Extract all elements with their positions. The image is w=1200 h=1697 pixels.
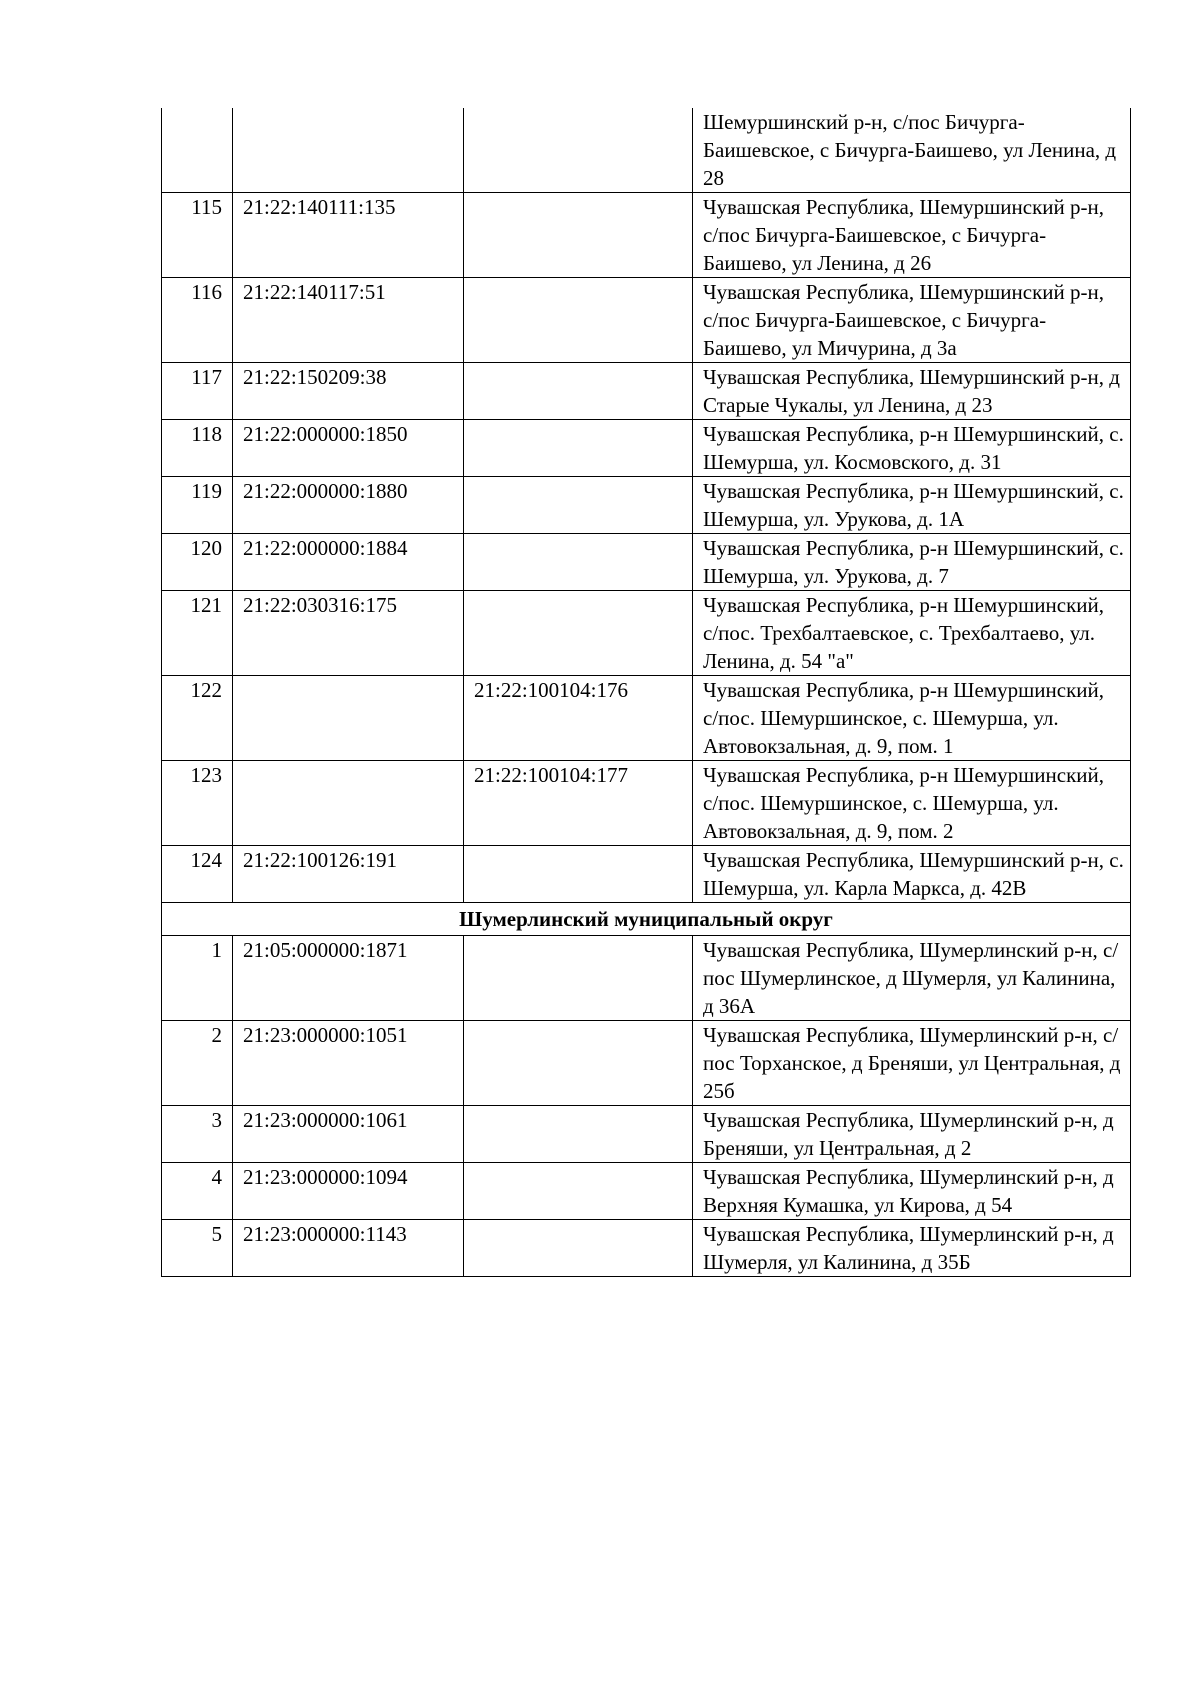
address-cell: Чувашская Республика, р-н Шемуршинский, с/пос. Трехбалтаевское, с. Трехбалтаево, ул. Ленина, д. 54 "а" [693,591,1131,676]
address-cell: Чувашская Республика, р-н Шемуршинский, с. Шемурша, ул. Урукова, д. 1А [693,477,1131,534]
row-number-cell: 122 [162,676,233,761]
cadastral-number-cell: 21:22:140111:135 [233,193,464,278]
table-row [162,936,1131,1021]
address-cell: Чувашская Республика, Шумерлинский р-н, д Бреняши, ул Центральная, д 2 [693,1106,1131,1163]
address-cell: Чувашская Республика, Шумерлинский р-н, д Верхняя Кумашка, ул Кирова, д 54 [693,1163,1131,1220]
row-number-cell: 1 [162,936,233,1021]
cadastral-number-cell: 21:22:000000:1850 [233,420,464,477]
address-cell: Чувашская Республика, Шумерлинский р-н, с/пос Шумерлинское, д Шумерля, ул Калинина, д 36А [693,936,1131,1021]
table-row [162,1021,1131,1106]
premises-cadastral-number-cell [464,420,693,477]
row-number-cell: 121 [162,591,233,676]
premises-cadastral-number-cell [464,108,693,193]
address-cell: Чувашская Республика, р-н Шемуршинский, с. Шемурша, ул. Космовского, д. 31 [693,420,1131,477]
row-number-cell: 119 [162,477,233,534]
table-row [162,761,1131,846]
cadastral-number-cell [233,108,464,193]
address-cell: Чувашская Республика, р-н Шемуршинский, с/пос. Шемуршинское, с. Шемурша, ул. Автовокзальная, д. 9, пом. 1 [693,676,1131,761]
table-row [162,193,1131,278]
table-row [162,477,1131,534]
premises-cadastral-number-cell: 21:22:100104:177 [464,761,693,846]
address-cell: Шемуршинский р-н, с/пос Бичурга-Баишевское, с Бичурга-Баишево, ул Ленина, д 28 [693,108,1131,193]
premises-cadastral-number-cell [464,1220,693,1277]
cadastral-number-cell: 21:22:000000:1880 [233,477,464,534]
table-row [162,1220,1131,1277]
cadastral-number-cell: 21:22:150209:38 [233,363,464,420]
section-title: Шумерлинский муниципальный округ [162,903,1131,936]
table-row [162,534,1131,591]
row-number-cell: 115 [162,193,233,278]
premises-cadastral-number-cell [464,846,693,903]
row-number-cell: 2 [162,1021,233,1106]
row-number-cell: 123 [162,761,233,846]
address-cell: Чувашская Республика, Шемуршинский р-н, с. Шемурша, ул. Карла Маркса, д. 42В [693,846,1131,903]
cadastral-number-cell: 21:23:000000:1143 [233,1220,464,1277]
address-cell: Чувашская Республика, Шемуршинский р-н, д Старые Чукалы, ул Ленина, д 23 [693,363,1131,420]
property-table-body [162,108,1131,1277]
row-number-cell: 5 [162,1220,233,1277]
premises-cadastral-number-cell: 21:22:100104:176 [464,676,693,761]
premises-cadastral-number-cell [464,193,693,278]
premises-cadastral-number-cell [464,363,693,420]
cadastral-number-cell: 21:22:030316:175 [233,591,464,676]
property-table [161,108,1131,1277]
address-cell: Чувашская Республика, р-н Шемуршинский, с. Шемурша, ул. Урукова, д. 7 [693,534,1131,591]
address-cell: Чувашская Республика, Шемуршинский р-н, с/пос Бичурга-Баишевское, с Бичурга-Баишево, ул Мичурина, д 3а [693,278,1131,363]
address-cell: Чувашская Республика, Шумерлинский р-н, д Шумерля, ул Калинина, д 35Б [693,1220,1131,1277]
cadastral-number-cell: 21:22:100126:191 [233,846,464,903]
table-row [162,676,1131,761]
table-row [162,420,1131,477]
cadastral-number-cell: 21:22:000000:1884 [233,534,464,591]
address-cell: Чувашская Республика, Шумерлинский р-н, с/пос Торханское, д Бреняши, ул Центральная, д 25б [693,1021,1131,1106]
premises-cadastral-number-cell [464,591,693,676]
cadastral-number-cell: 21:23:000000:1061 [233,1106,464,1163]
row-number-cell: 116 [162,278,233,363]
premises-cadastral-number-cell [464,1021,693,1106]
table-row [162,846,1131,903]
cadastral-number-cell [233,761,464,846]
address-cell: Чувашская Республика, Шемуршинский р-н, с/пос Бичурга-Баишевское, с Бичурга-Баишево, ул Ленина, д 26 [693,193,1131,278]
table-row [162,278,1131,363]
premises-cadastral-number-cell [464,936,693,1021]
row-number-cell: 124 [162,846,233,903]
table-row [162,591,1131,676]
row-number-cell: 4 [162,1163,233,1220]
cadastral-number-cell: 21:23:000000:1094 [233,1163,464,1220]
premises-cadastral-number-cell [464,278,693,363]
cadastral-number-cell: 21:22:140117:51 [233,278,464,363]
table-row [162,1163,1131,1220]
section-header-row [162,903,1131,936]
premises-cadastral-number-cell [464,1106,693,1163]
cadastral-number-cell: 21:05:000000:1871 [233,936,464,1021]
premises-cadastral-number-cell [464,1163,693,1220]
cadastral-number-cell: 21:23:000000:1051 [233,1021,464,1106]
table-row [162,1106,1131,1163]
address-cell: Чувашская Республика, р-н Шемуршинский, с/пос. Шемуршинское, с. Шемурша, ул. Автовокзальная, д. 9, пом. 2 [693,761,1131,846]
row-number-cell: 120 [162,534,233,591]
row-number-cell: 3 [162,1106,233,1163]
premises-cadastral-number-cell [464,477,693,534]
table-row [162,108,1131,193]
table-row [162,363,1131,420]
row-number-cell [162,108,233,193]
row-number-cell: 117 [162,363,233,420]
row-number-cell: 118 [162,420,233,477]
cadastral-number-cell [233,676,464,761]
premises-cadastral-number-cell [464,534,693,591]
